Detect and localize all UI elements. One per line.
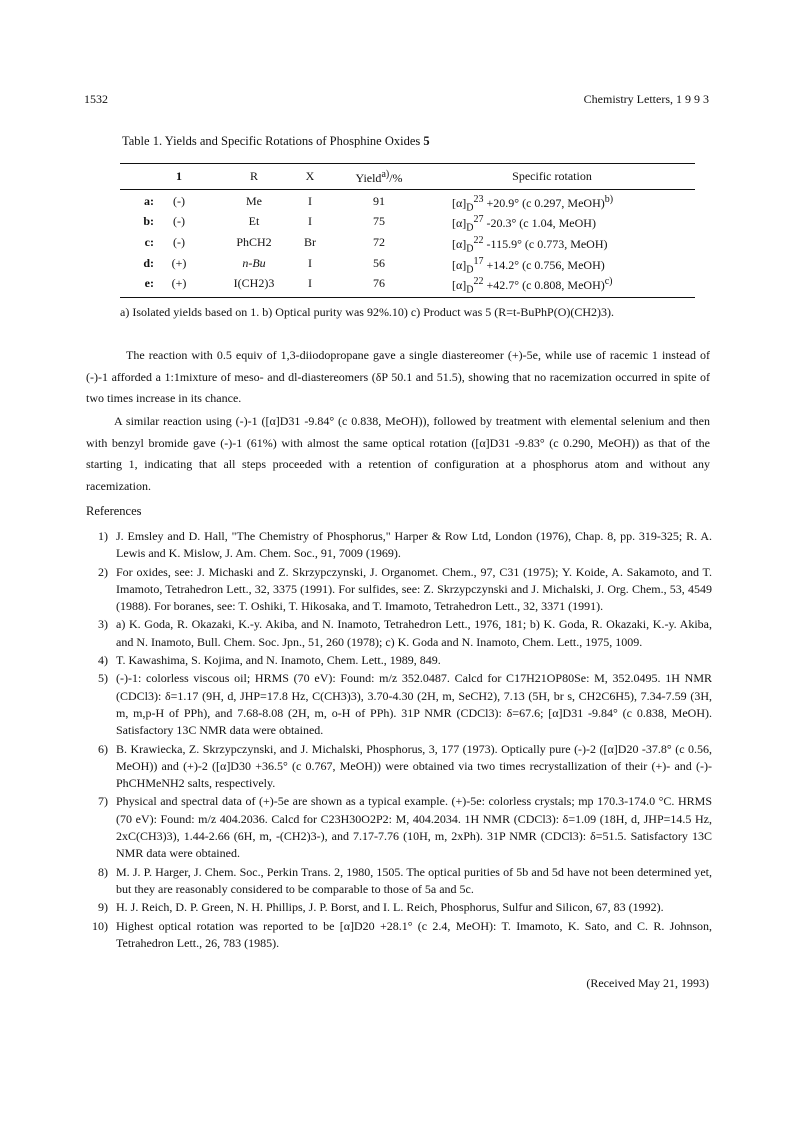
cell-yield: 76 — [373, 276, 385, 290]
reference-number: 7) — [98, 794, 108, 809]
rotation-value: +42.7° (c 0.808, MeOH) — [486, 278, 605, 292]
table-title-compound: 5 — [423, 134, 430, 148]
reference-number: 1) — [98, 529, 108, 543]
table-header-row — [120, 169, 695, 189]
cell-rotation: $[\alpha]_D^{17} +14.2^\circ$ (c 0.756, MeOH) — [452, 256, 605, 276]
cell-config: (+) — [171, 276, 187, 290]
reference-item — [86, 616, 712, 651]
table-top-rule — [120, 163, 695, 164]
row-label: d: — [143, 256, 154, 270]
col-header-r: R — [249, 169, 258, 183]
cell-x: I — [308, 194, 312, 208]
journal-header: Chemistry Letters, 1 9 9 3 — [583, 92, 709, 106]
reference-text: Physical and spectral data of (+)-5e are shown as a typical example. (+)-5e: colorless crystals; mp 170.3-174.0 °C. HRMS (70 eV): Found: m/z 404.2036. Calcd for C23H30O2P2: M, 404.2034. 1H NMR (CDCl3): δ=1.09 (18H, d, JHP=14.5 Hz, 2xC(CH3)3), 1.44-2.66 (6H, m, -(CH2)3-), and 7.17-7.76 (10H, m, 2xPh). 31P NMR (CDCl3): δ=51.5. Satisfactory 13C NMR data were obtained. — [116, 794, 712, 861]
cell-rotation: $[\alpha]_D^{22} +42.7^\circ$ (c 0.808, MeOH)$^{c)}$ — [452, 276, 613, 296]
body-paragraph: A similar reaction using (-)-1 ([α]D31 -9.84° (c 0.838, MeOH)), followed by treatment with elemental selenium and then with benzyl bromide gave (-)-1 (61%) with almost the same optical rotation ([α]D31 -9.83° (c 0.290, MeOH)) as that of the starting 1, indicating that all steps proceeded with a retention of configuration at a phosphorus atom and without any racemization. — [86, 414, 710, 493]
reference-number: 3) — [98, 617, 108, 632]
table-row — [120, 194, 695, 214]
reference-item — [86, 564, 712, 616]
reference-item — [86, 670, 712, 739]
table-title-text: Table 1. Yields and Specific Rotations of Phosphine Oxides — [122, 134, 421, 148]
reference-number: 2) — [98, 564, 108, 579]
rotation-temp: 23 — [473, 194, 484, 205]
col-header-yield-label: Yield — [355, 171, 382, 185]
row-label: c: — [144, 235, 154, 249]
col-header-yield — [346, 169, 412, 186]
table-bottom-rule — [120, 297, 695, 298]
reference-item — [86, 899, 712, 916]
table-title — [122, 134, 430, 149]
reference-item — [86, 652, 712, 669]
rotation-value: -115.9° (c 0.773, MeOH) — [486, 237, 608, 251]
col-header-yield-note: a) — [381, 169, 390, 180]
rotation-temp: 22 — [473, 276, 484, 287]
cell-yield: 72 — [373, 235, 385, 249]
cell-r: Et — [248, 214, 260, 228]
cell-x: I — [308, 276, 312, 290]
rotation-temp: 17 — [473, 256, 484, 267]
cell-yield: 91 — [373, 194, 385, 208]
reference-text: B. Krawiecka, Z. Skrzypczynski, and J. Michalski, Phosphorus, 3, 177 (1973). Optically pure (-)-2 ([α]D20 -37.8° (c 0.56, MeOH)) and (+)-2 ([α]D30 +36.5° (c 0.767, MeOH)) were obtained via two times recrystallization of their (+)- and (-)-PhCHMeNH2 salts, respectively. — [116, 741, 712, 791]
col-header-rotation: Specific rotation — [512, 169, 592, 183]
reference-text: T. Kawashima, S. Kojima, and N. Inamoto, Chem. Lett., 1989, 849. — [116, 653, 441, 668]
reference-item — [86, 741, 712, 793]
col-header-yield-unit: /% — [389, 171, 403, 185]
reference-number: 8) — [98, 864, 108, 879]
table-footnote: a) Isolated yields based on 1. b) Optical purity was 92%.10) c) Product was 5 (R=t-BuPhP(O)(CH2)3). — [120, 305, 615, 319]
received-date: (Received May 21, 1993) — [586, 976, 709, 990]
cell-yield: 75 — [373, 214, 385, 228]
body-paragraph: The reaction with 0.5 equiv of 1,3-diiodopropane gave a single diastereomer (+)-5e, while use of racemic 1 instead of (-)-1 afforded a 1:1mixture of meso- and dl-diastereomers (δP 50.1 and 51.5), showing that no racemization occurred in spite of two times increase in its chance. — [86, 348, 710, 405]
cell-r: Me — [246, 194, 262, 208]
table-row — [120, 256, 695, 276]
rotation-value: +14.2° (c 0.756, MeOH) — [486, 258, 605, 272]
table-row — [120, 235, 695, 255]
rotation-temp: 22 — [473, 235, 484, 246]
reference-text: Highest optical rotation was reported to be [α]D20 +28.1° (c 2.4, MeOH): T. Imamoto, K. Sato, and C. R. Johnson, Tetrahedron Lett., 26, 783 (1985). — [116, 918, 712, 950]
cell-r: I(CH2)3 — [233, 276, 275, 290]
cell-config: (+) — [171, 256, 187, 270]
table-row — [120, 276, 695, 296]
cell-x: I — [308, 214, 312, 228]
reference-text: a) K. Goda, R. Okazaki, K.-y. Akiba, and N. Inamoto, Tetrahedron Lett., 1976, 181; b) K. Goda, R. Okazaki, K.-y. Akiba, and N. Inamoto, Bull. Chem. Soc. Jpn., 51, 260 (1978); c) K. Goda and N. Inamoto, Chem. Lett., 1975, 1009. — [116, 617, 712, 649]
cell-r: PhCH2 — [236, 235, 272, 249]
reference-number: 10) — [92, 918, 108, 933]
cell-rotation: $[\alpha]_D^{22}$ -115.9° (c 0.773, MeOH) — [452, 235, 608, 255]
reference-item — [86, 864, 712, 899]
cell-rotation: $[\alpha]_D^{23} +20.9^\circ$ (c 0.297, MeOH)$^{b)}$ — [452, 194, 614, 214]
reference-list — [86, 528, 712, 953]
reference-item — [86, 793, 712, 862]
references-heading: References — [86, 504, 142, 518]
reference-text: (-)-1: colorless viscous oil; HRMS (70 eV): Found: m/z 352.0487. Calcd for C17H21OP80Se: M, 352.0495. 1H NMR (CDCl3): δ=1.17 (9H, d, JHP=17.8 Hz, C(CH3)3), 3.70-4.30 (2H, m, SeCH2), 7.13 (5H, br s, CH2C6H5), 7.34-7.59 (3H, m, m,p-H of PPh), and 7.68-8.08 (2H, m, o-H of PPh). 31P NMR (CDCl3): δ=67.6; [α]D31 -9.84° (c 0.838, MeOH). Satisfactory 13C NMR data were obtained. — [116, 671, 712, 738]
reference-text: For oxides, see: J. Michaski and Z. Skrzypczynski, J. Organomet. Chem., 97, C31 (1975); Y. Koide, A. Sakamoto, and T. Imamoto, Tetrahedron Lett., 32, 3375 (1991). For sulfides, see: Z. Skrzypczynski and J. Michalski, J. Org. Chem., 53, 4549 (1988). For boranes, see: T. Oshiki, T. Hikosaka, and T. Imamoto, Tetrahedron Lett., 32, 3371 (1991). — [116, 564, 712, 614]
row-label: b: — [143, 214, 154, 228]
col-header-x: X — [305, 169, 315, 183]
rotation-note: b) — [604, 194, 614, 205]
reference-text: M. J. P. Harger, J. Chem. Soc., Perkin Trans. 2, 1980, 1505. The optical purities of 5b and 5d have not been determined yet, but they are reasonably considered to be comparable to those of 5a and 5c. — [116, 864, 712, 896]
cell-x: I — [308, 256, 312, 270]
col-header-1: 1 — [176, 169, 182, 183]
cell-config: (-) — [173, 194, 185, 208]
row-label: a: — [144, 194, 154, 208]
reference-item — [86, 918, 712, 953]
reference-number: 9) — [98, 900, 108, 915]
cell-x: Br — [304, 235, 316, 249]
rotation-value: -20.3° (c 1.04, MeOH) — [486, 216, 596, 230]
page-number: 1532 — [84, 92, 108, 106]
reference-number: 5) — [98, 671, 108, 686]
rotation-note: c) — [604, 276, 613, 287]
cell-config: (-) — [173, 235, 185, 249]
reference-item — [86, 528, 712, 563]
cell-r: n-Bu — [242, 256, 266, 270]
reference-number: 6) — [98, 741, 108, 756]
reference-number: 4) — [98, 653, 108, 668]
row-label: e: — [144, 276, 154, 290]
reference-text: H. J. Reich, D. P. Green, N. H. Phillips, J. P. Borst, and I. L. Reich, Phosphorus, Sulfur and Silicon, 67, 83 (1992). — [116, 900, 664, 915]
rotation-value: +20.9° (c 0.297, MeOH) — [486, 196, 605, 210]
cell-yield: 56 — [373, 256, 385, 270]
reference-text: J. Emsley and D. Hall, "The Chemistry of Phosphorus," Harper & Row Ltd, London (1976), Chap. 8, pp. 319-325; R. A. Lewis and K. Mislow, J. Am. Chem. Soc., 91, 7009 (1969). — [116, 529, 712, 561]
cell-config: (-) — [173, 214, 185, 228]
rotation-temp: 27 — [473, 214, 484, 225]
table-row — [120, 214, 695, 234]
cell-rotation: $[\alpha]_D^{27}$ -20.3° (c 1.04, MeOH) — [452, 214, 596, 234]
table-header-rule — [120, 189, 695, 190]
